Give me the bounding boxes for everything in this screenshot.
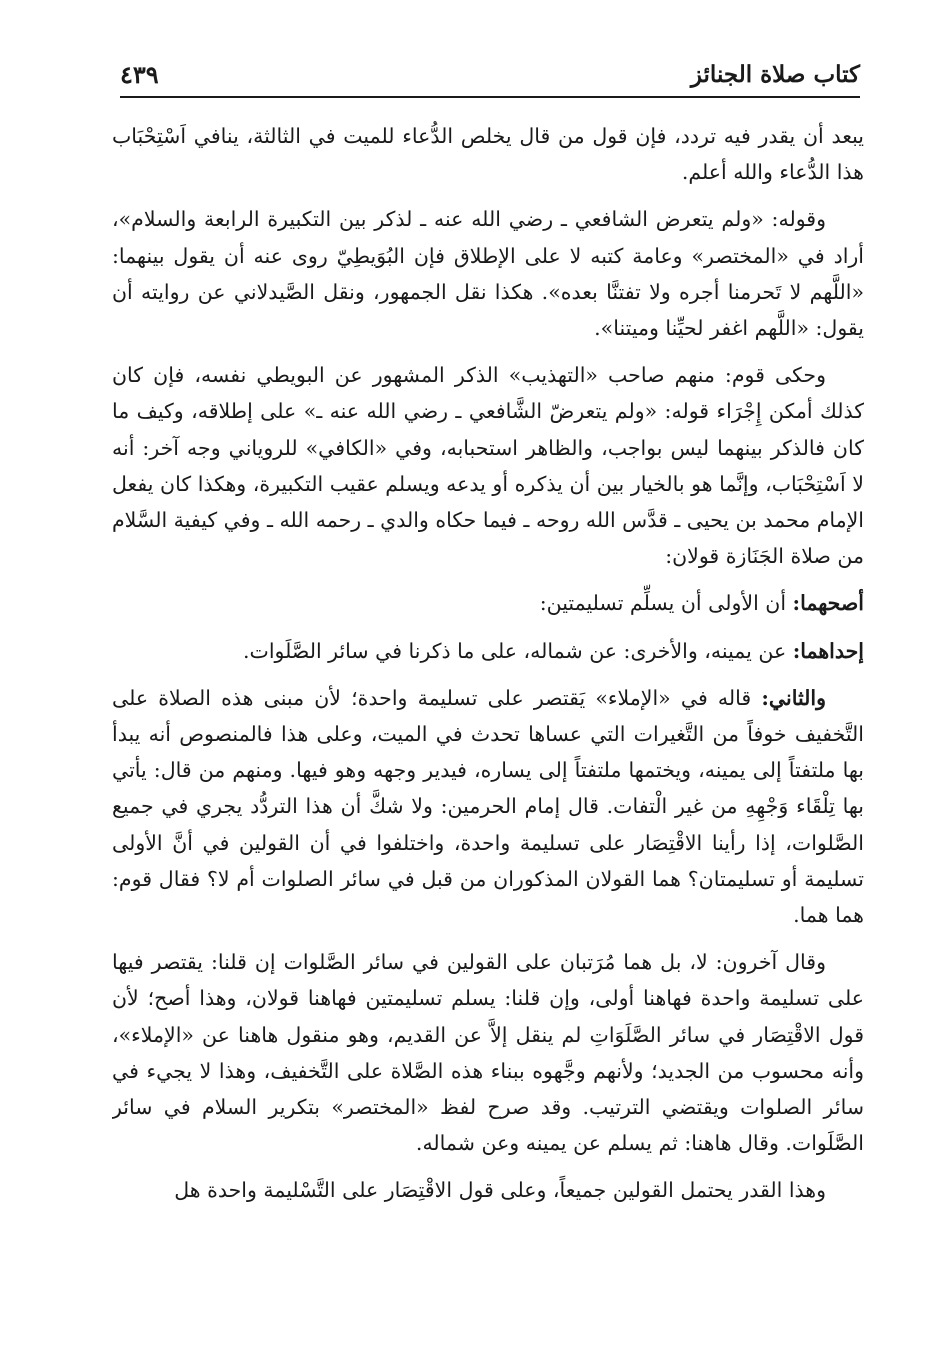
paragraph	[112, 585, 864, 621]
paragraph-text: عن يمينه، والأخرى: عن شماله، على ما ذكرنا في سائر الصَّلَوات.	[243, 638, 793, 663]
page-body	[112, 118, 864, 1333]
paragraph-text: أن الأولى أن يسلِّم تسليمتين:	[539, 591, 793, 616]
page-header	[120, 58, 860, 98]
page-number: ٤٣٩	[120, 59, 159, 89]
paragraph: وقوله: «ولم يتعرض الشافعي ـ رضي الله عنه ـ لذكر بين التكبيرة الرابعة والسلام»، أراد في «المختصر» وعامة كتبه لا على الإطلاق فإن البُوَيطِيّ روى عنه أن يقول بينهما: «اللَّهم لا تَحرمنا أجره ولا تفتنَّا بعده». هكذا نقل الجمهور، ونقل الصَّيدلاني عن روايته أن يقول: «اللَّهم اغفر لحيِّنا وميتنا».	[112, 207, 864, 341]
paragraph-label: إحداهما:	[792, 638, 864, 663]
paragraph	[112, 680, 864, 933]
paragraph: وقال آخرون: لا، بل هما مُرَتبان على القولين في سائر الصَّلوات إن قلنا: يقتصر فيها على تسليمة واحدة فهاهنا أولى، وإن قلنا: يسلم تسليمتين فهاهنا قولان، وهذا أصح؛ لأن قول الاقْتِصَار في سائر الصَّلَوَاتِ لم ينقل إلاَّ عن القديم، وهو منقول هاهنا عن «الإملاء»، وأنه محسوب من الجديد؛ ولأنهم وجَّهوه ببناء هذه الصَّلاة على التَّخفيف، وهذا لا يجيء في سائر الصلوات ويقتضي الترتيب. وقد صرح لفظ «المختصر» بتكرير السلام في سائر الصَّلَوات. وقال هاهنا: ثم يسلم عن يمينه وعن شماله.	[112, 950, 864, 1156]
paragraph: وحكى قوم: منهم صاحب «التهذيب» الذكر المشهور عن البويطي نفسه، فإن كان كذلك أمكن إِجْرَاء قوله: «ولم يتعرضّ الشَّافعي ـ رضي الله عنه ـ» على إطلاقه، وكيف ما كان فالذكر بينهما ليس بواجب، والظاهر استحبابه، وفي «الكافي» للروياني وجه آخر: أنه لا اَسْتِحْبَاب، وإنَّما هو بالخيار بين أن يذكره أو يدعه ويسلم عقيب التكبيرة، وهكذا كان يفعل الإمام محمد بن يحيى ـ قدَّس الله روحه ـ فيما حكاه والدي ـ رحمه الله ـ وفي كيفية السَّلام من صلاة الجَنَازة قولان:	[112, 363, 864, 569]
paragraph	[112, 633, 864, 669]
paragraph: وهذا القدر يحتمل القولين جميعاً، وعلى قول الاقْتِصَار على التَّسْليمة واحدة هل	[174, 1178, 826, 1203]
paragraph: يبعد أن يقدر فيه تردد، فإن قول من قال يخلص الدُّعاء للميت في الثالثة، ينافي اَسْتِحْبَاب هذا الدُّعاء والله أعلم.	[112, 124, 864, 185]
paragraph-label: والثاني:	[761, 685, 826, 710]
paragraph-text: قاله في «الإملاء» يَقتصر على تسليمة واحدة؛ لأن مبنى هذه الصلاة على التَّخفيف خوفاً من التَّغيرات التي عساها تحدث في الميت، وعلى هذا فالمنصوص أنه يبدأ بها ملتفتاً إلى يمينه، ويختمها ملتفتاً إلى يساره، فيدير وجهه وهو فيها. ومنهم من قال: يأتي بها تِلْقَاء وَجْهِهِ من غير الْتفات. قال إمام الحرمين: ولا شكَّ أن هذا التردُّد يجري في جميع الصَّلوات، إذا رأينا الاقْتِصَار على تسليمة واحدة، واختلفوا في أن القولين في أنَّ الأولى تسليمة أو تسليمتان؟ هما القولان المذكوران من قبل في سائر الصلوات أم لا؟ فقال قوم: هما هما.	[112, 685, 864, 928]
running-title: كتاب صلاة الجنائز	[690, 60, 860, 88]
paragraph-label: أصحهما:	[792, 591, 864, 616]
